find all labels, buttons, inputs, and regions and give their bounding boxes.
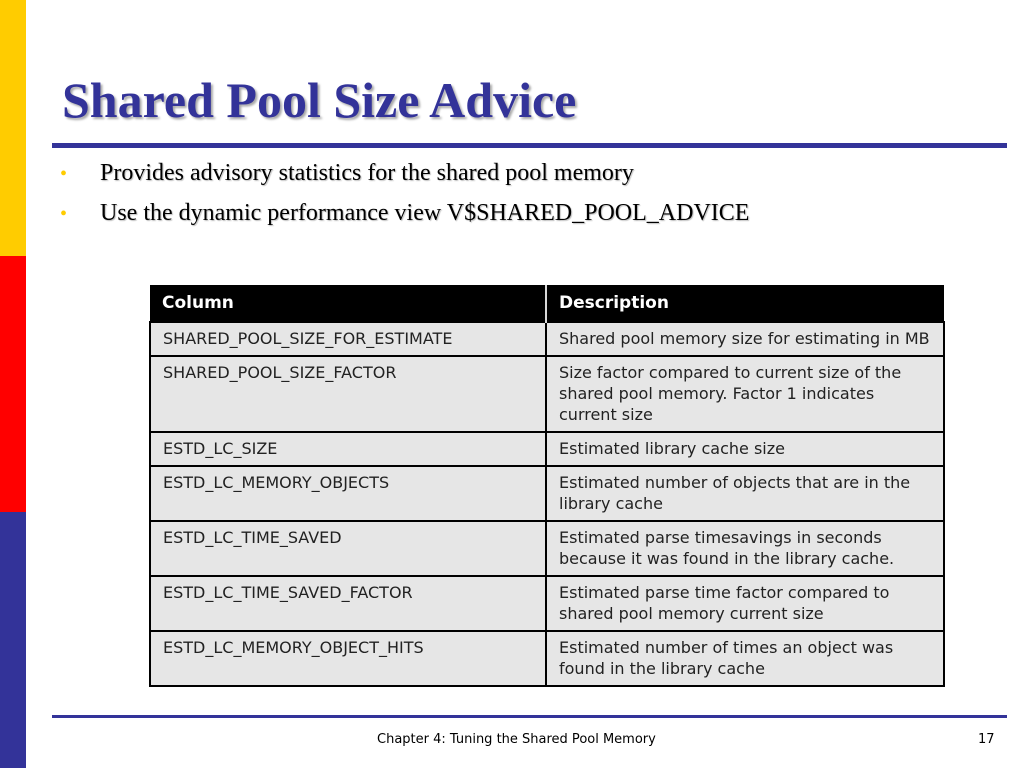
- table-row: [150, 322, 944, 356]
- description-cell: Size factor compared to current size of the shared pool memory. Factor 1 indicates current size: [546, 356, 944, 432]
- footer-divider: [52, 715, 1007, 718]
- bullet-list: [60, 160, 749, 240]
- description-cell: Estimated parse time factor compared to shared pool memory current size: [546, 576, 944, 631]
- bullet-text: Use the dynamic performance view V$SHARED_POOL_ADVICE: [100, 200, 750, 226]
- bullet-item: [60, 160, 749, 200]
- bullet-icon: •: [60, 203, 68, 225]
- table-row: [150, 356, 944, 432]
- description-cell: Estimated library cache size: [546, 432, 944, 466]
- column-cell: ESTD_LC_TIME_SAVED: [150, 521, 546, 576]
- column-header: Column: [150, 285, 546, 322]
- column-cell: SHARED_POOL_SIZE_FACTOR: [150, 356, 546, 432]
- description-cell: Estimated number of objects that are in the library cache: [546, 466, 944, 521]
- footer-chapter-title: Chapter 4: Tuning the Shared Pool Memory: [377, 732, 656, 747]
- table-row: [150, 432, 944, 466]
- accent-stripe-yellow: [0, 0, 26, 256]
- table-header-row: [150, 285, 944, 322]
- bullet-icon: •: [60, 163, 68, 185]
- title-divider: [52, 143, 1007, 148]
- description-header: Description: [546, 285, 944, 322]
- accent-stripe-blue: [0, 512, 26, 768]
- accent-stripe-red: [0, 256, 26, 512]
- table-row: [150, 521, 944, 576]
- column-cell: ESTD_LC_MEMORY_OBJECTS: [150, 466, 546, 521]
- page-number: 17: [978, 732, 995, 747]
- column-cell: ESTD_LC_MEMORY_OBJECT_HITS: [150, 631, 546, 686]
- table-row: [150, 576, 944, 631]
- description-cell: Shared pool memory size for estimating in MB: [546, 322, 944, 356]
- table-row: [150, 466, 944, 521]
- bullet-text: Provides advisory statistics for the shared pool memory: [100, 160, 634, 186]
- bullet-item: [60, 200, 749, 240]
- column-cell: ESTD_LC_SIZE: [150, 432, 546, 466]
- description-cell: Estimated number of times an object was found in the library cache: [546, 631, 944, 686]
- advice-table: [149, 285, 945, 687]
- description-cell: Estimated parse timesavings in seconds because it was found in the library cache.: [546, 521, 944, 576]
- column-cell: ESTD_LC_TIME_SAVED_FACTOR: [150, 576, 546, 631]
- table-row: [150, 631, 944, 686]
- column-cell: SHARED_POOL_SIZE_FOR_ESTIMATE: [150, 322, 546, 356]
- slide-title: Shared Pool Size Advice: [62, 72, 577, 128]
